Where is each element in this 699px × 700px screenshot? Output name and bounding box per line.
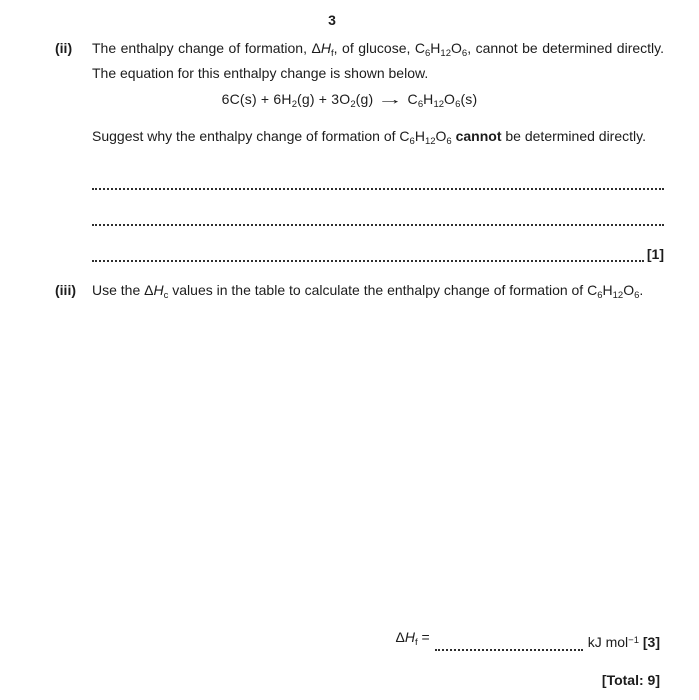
delta-h-f-label xyxy=(395,629,429,651)
text-run: (g) + 3O xyxy=(296,91,351,107)
text-run: H xyxy=(602,282,613,298)
text-run: 6 xyxy=(446,136,452,147)
text-run: 6 xyxy=(634,290,640,301)
answer-line xyxy=(92,188,664,190)
text-run: 6C(s) + 6H xyxy=(221,91,292,107)
part-iii-prompt-text xyxy=(92,281,664,306)
text-run: . xyxy=(639,282,644,298)
text-run: O xyxy=(451,40,462,56)
answer-blank xyxy=(435,636,583,651)
text-run: 2 xyxy=(291,99,297,110)
text-run: H xyxy=(320,40,331,56)
text-run: H xyxy=(423,91,434,107)
text-run: C xyxy=(407,91,418,107)
text-run: Δ xyxy=(395,629,405,645)
text-run: Suggest why the enthalpy change of formation of C xyxy=(92,128,410,144)
answer-line xyxy=(92,224,664,226)
text-run: O xyxy=(623,282,635,298)
text-run: 6 xyxy=(409,136,415,147)
text-run: O xyxy=(435,128,447,144)
text-run: be determined directly. xyxy=(501,128,646,144)
part-iii-marks-badge xyxy=(639,634,660,651)
text-run: = xyxy=(417,629,430,645)
part-ii-intro-text xyxy=(92,39,664,82)
text-run: f xyxy=(414,637,418,648)
text-run: H xyxy=(153,282,164,298)
text-run: c xyxy=(163,290,169,301)
text-run: H xyxy=(430,40,441,56)
part-iii-label: (iii) xyxy=(55,282,76,298)
text-run: 6 xyxy=(425,48,431,59)
text-run: H xyxy=(414,128,425,144)
text-run: −1 xyxy=(628,635,639,646)
text-run: 12 xyxy=(440,48,451,59)
text-run: , cannot be determined directly. The equation for this enthalpy change is shown below. xyxy=(92,40,664,81)
marks-text: [3] xyxy=(642,634,660,650)
text-run: 12 xyxy=(433,99,445,110)
text-run: (g) xyxy=(355,91,374,107)
text-run: 6 xyxy=(461,48,468,59)
text-run: O xyxy=(444,91,456,107)
total-marks: [Total: 9] xyxy=(601,672,660,688)
text-run: 6 xyxy=(597,290,603,301)
text-run: values in the table to calculate the enthalpy change of formation of C xyxy=(168,282,598,298)
question-part-iii xyxy=(55,281,664,306)
part-ii-marks-badge: [1] xyxy=(646,246,664,262)
text-run: 12 xyxy=(612,290,624,301)
answer-line-with-marks xyxy=(92,246,664,262)
unit-label xyxy=(588,632,639,651)
page-number: 3 xyxy=(328,12,336,28)
text-run: kJ mol xyxy=(587,634,629,650)
text-run: , of glucose, C xyxy=(333,40,425,56)
text-run: 12 xyxy=(424,136,436,147)
text-run: 2 xyxy=(350,99,356,110)
text-run: (s) xyxy=(460,91,478,107)
final-answer-field xyxy=(395,629,660,651)
text-run: The enthalpy change of formation, Δ xyxy=(92,40,321,56)
text-run: 6 xyxy=(417,99,424,110)
text-run: cannot xyxy=(455,128,502,144)
chemical-equation xyxy=(0,91,699,110)
answer-line xyxy=(92,248,644,262)
part-ii-label: (ii) xyxy=(55,40,73,56)
question-part-ii xyxy=(55,39,664,82)
text-run: f xyxy=(330,48,334,59)
text-run: → xyxy=(376,91,404,107)
text-run: 6 xyxy=(455,99,461,110)
text-run: Use the Δ xyxy=(92,282,154,298)
text-run: H xyxy=(404,629,415,645)
part-ii-prompt-text xyxy=(92,127,664,152)
